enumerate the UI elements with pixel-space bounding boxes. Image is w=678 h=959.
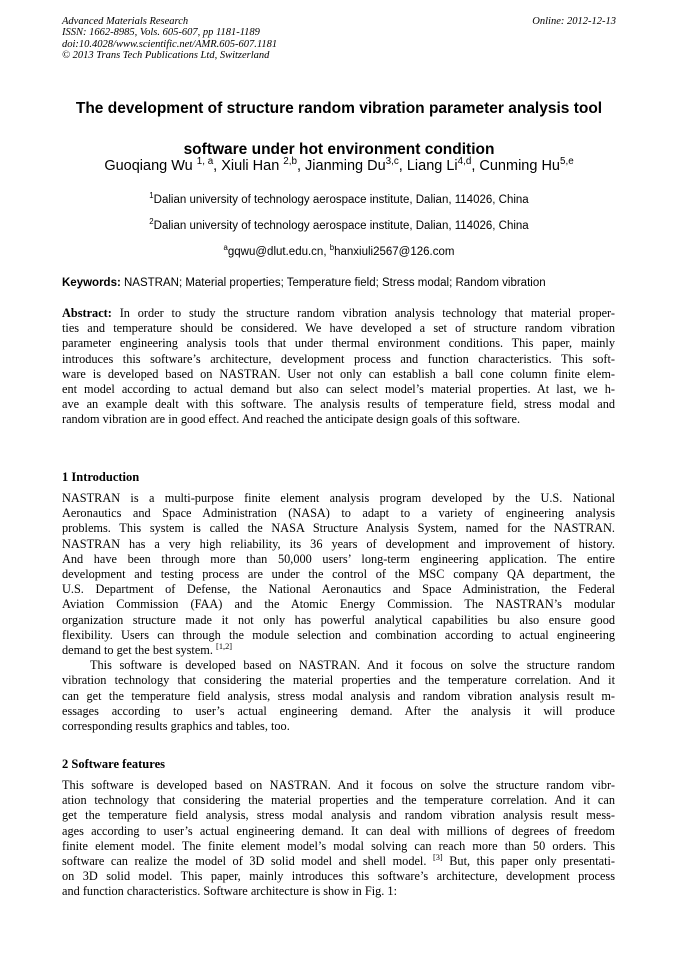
citation-1-2: [1,2]: [216, 641, 233, 651]
author-1: Guoqiang Wu $^{1, a}$: [104, 155, 214, 174]
issn-line: ISSN: 1662-8985, Vols. 605-607, pp 1181-1189: [62, 27, 260, 39]
keywords-text: NASTRAN; Material properties; Temperature field; Stress modal; Random vibration: [120, 277, 546, 289]
title-line-2: software under hot environment condition: [183, 141, 495, 158]
section-2-body: This software is developed based on NASTRAN. And it focous on solve the structure random vibr- ation technology that considering the material properties and the temperature correlation. And it can get the temperature field analysis, stress modal analysis and random vibration analysis result mess- ages according to user’s actual engineering demand. It can deal with millions of degrees of freedom finite element model. The finite element model’s modal solving can reach more than 50 orders. This software can realize the model of 3D solid model and shell model. [3] But, this paper only presentati- on 3D solid model. This paper, mainly introduces this software’s architecture, development process and function characteristics. Software architecture is show in Fig. 1:: [62, 778, 616, 899]
abstract: Abstract: In order to study the structure random vibration analysis technology that material proper- ties and temperature should be considered. We have developed a set of structure random vibration parameter engineering analysis tools that under thermal environment conditions. This paper, mainly introduces this software’s architecture, development process and function characteristics. This soft- ware is developed based on NASTRAN. User not only can establish a ball cone column finite elem- ent model according to actual demand but also can select model’s material properties. At last, we h- ave an example dealt with this software. The analysis results of temperature field, stress modal and random vibration are in good effect. And reached the anticipate design goals of this software.: [62, 306, 615, 427]
author-2: Xiuli Han $^{2,b}$: [221, 155, 297, 174]
section-1-heading: 1 Introduction: [62, 470, 140, 484]
doi-line: doi:10.4028/www.scientific.net/AMR.605-607.1181: [62, 38, 278, 50]
keywords: [62, 277, 622, 289]
online-date: Online: 2012-12-13: [532, 16, 616, 27]
title-line-1: The development of structure random vibration parameter analysis tool: [75, 100, 603, 117]
author-3: Jianming Du$^{3,c}$: [305, 155, 399, 174]
affiliation-2: $^2$Dalian university of technology aerospace institute, Dalian, 114026, China: [149, 216, 529, 232]
affiliation-1: $^1$Dalian university of technology aerospace institute, Dalian, 114026, China: [149, 190, 529, 206]
journal-name: Advanced Materials Research: [62, 16, 189, 27]
keywords-label: Keywords:: [62, 277, 121, 289]
author-5: Cunming Hu$^{5,e}$: [479, 155, 574, 174]
section-2-heading: 2 Software features: [62, 757, 165, 771]
journal-header: [62, 16, 616, 62]
copyright-line: © 2013 Trans Tech Publications Ltd, Switzerland: [62, 50, 270, 62]
email-line: $^a$gqwu@dlut.edu.cn, $^b$hanxiuli2567@126.com: [223, 242, 455, 258]
author-list: Guoqiang Wu $^{1, a}$, Xiuli Han $^{2,b}$, Jianming Du$^{3,c}$, Liang Li$^{4,d}$, Cunming Hu$^{5,e}$: [104, 155, 574, 174]
author-4: Liang Li$^{4,d}$: [406, 155, 472, 174]
section-1-body: NASTRAN is a multi-purpose finite element analysis program developed by the U.S. National Aeronautics and Space Administration (NASA) to adapt to a variety of engineering analysis problems. This system is called the NASA Structure Analysis System, named for the NASTRAN. NASTRAN has a very high reliability, its 36 years of development and improvement of history. And have been through more than 50,000 users’ long-term engineering application. The entire development and testing process are under the control of the MSC company QA department, the U.S. Department of Defense, the National Aeronautics and Space Administration, the Federal Aviation Commission (FAA) and the Atomic Energy Commission. The NASTRAN’s modular organization structure made it not only has powerful analytical capabilities bu also ensure good flexibility. Users can through the module selection and combination according to actual engineering demand to get the best system. [1,2] This software is developed based on NASTRAN. And it focous on solve the structure random vibration technology that considering the material properties and the temperature correlation. And it can get the temperature field analysis, stress modal analysis and random vibration analysis result m- essages according to user’s actual engineering demand. After the analysis it will produce corresponding results graphics and tables, too.: [62, 491, 615, 734]
abstract-label: Abstract:: [62, 306, 112, 320]
citation-3: [3]: [432, 852, 443, 862]
